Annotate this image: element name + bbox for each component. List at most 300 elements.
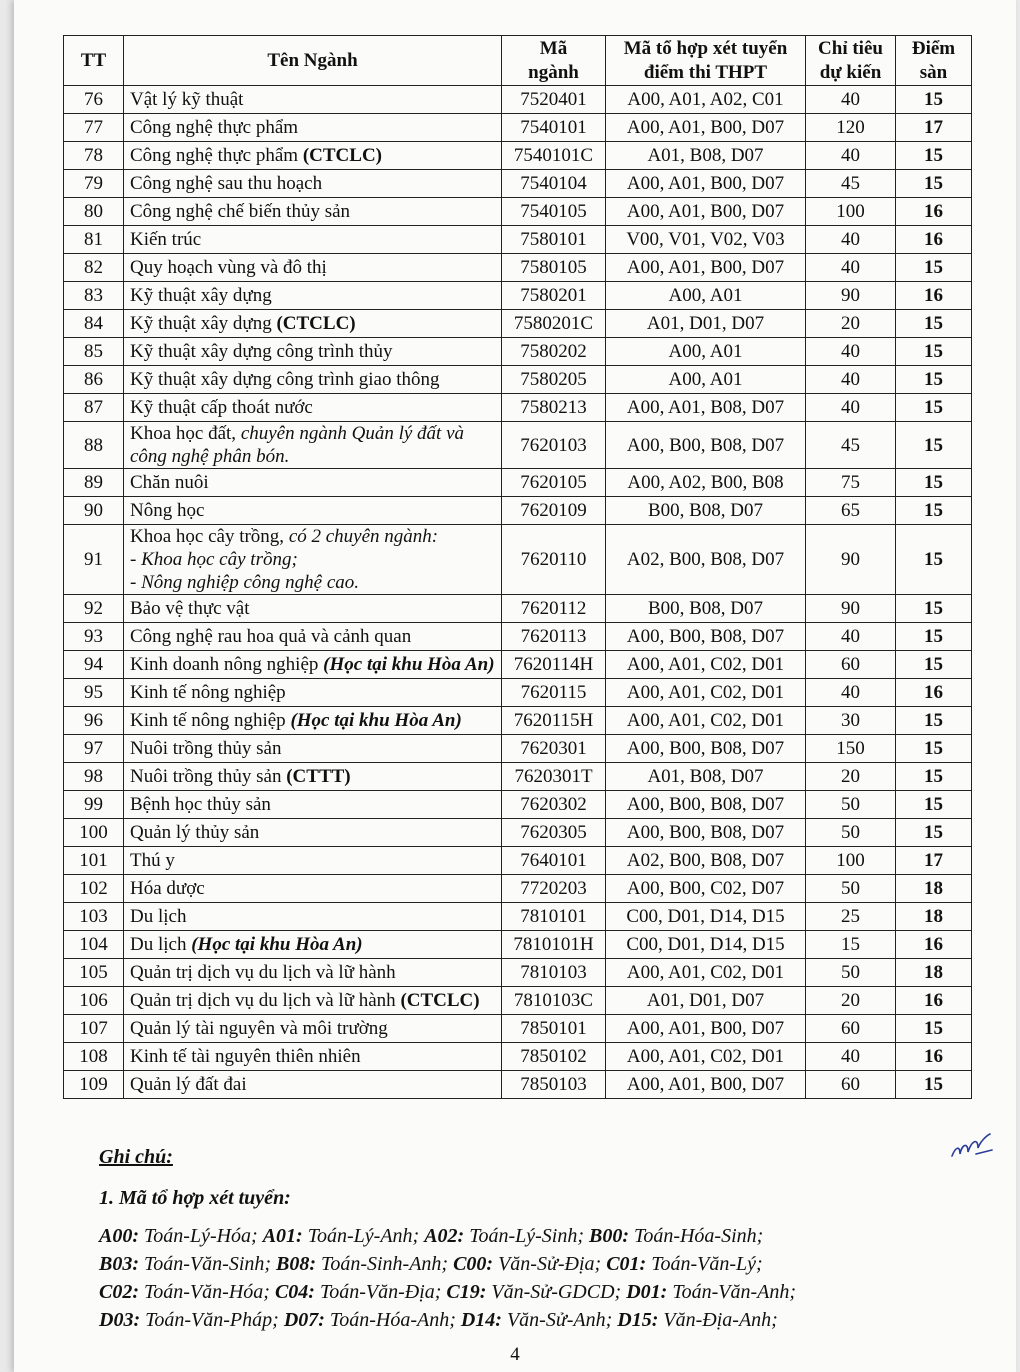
row-name-text: Khoa học cây trồng,: [130, 526, 285, 547]
row-code: 7720203: [502, 875, 606, 903]
row-quota: 60: [806, 1015, 896, 1043]
row-name: [124, 422, 502, 469]
row-combo: A00, A01, C02, D01: [606, 679, 806, 707]
legend-desc: Toán-Lý-Hóa;: [144, 1225, 258, 1247]
table-row: [64, 959, 972, 987]
row-combo: A00, A01, B08, D07: [606, 394, 806, 422]
row-combo: A00, A01, A02, C01: [606, 86, 806, 114]
row-name-text: Bệnh học thủy sản: [130, 794, 271, 815]
row-name: [124, 366, 502, 394]
row-name-text: Thú y: [130, 850, 175, 871]
table-row: [64, 987, 972, 1015]
row-code: 7540101: [502, 114, 606, 142]
legend-desc: Toán-Văn-Pháp;: [145, 1309, 279, 1331]
table-row: [64, 903, 972, 931]
legend-line: [99, 1278, 959, 1306]
legend-code: C04:: [274, 1281, 315, 1303]
row-name-text: Bảo vệ thực vật: [130, 598, 250, 619]
row-name-text: Kiến trúc: [130, 229, 202, 250]
row-code: 7850101: [502, 1015, 606, 1043]
row-name-text: Kinh tế nông nghiệp: [130, 710, 286, 731]
row-name-bi: (Học tại khu Hòa An): [290, 710, 462, 731]
row-tt: 78: [64, 142, 124, 170]
row-quota: 90: [806, 525, 896, 595]
row-name-text: Vật lý kỹ thuật: [130, 89, 244, 110]
row-combo: A00, A02, B00, B08: [606, 469, 806, 497]
row-score: 15: [896, 525, 972, 595]
row-score: 15: [896, 422, 972, 469]
legend-desc: Toán-Văn-Hóa;: [144, 1281, 270, 1303]
row-quota: 50: [806, 791, 896, 819]
legend-code: B03:: [99, 1253, 139, 1275]
legend-code: D15:: [617, 1309, 659, 1331]
row-name: [124, 1015, 502, 1043]
row-quota: 45: [806, 170, 896, 198]
legend-desc: Văn-Sử-Anh;: [506, 1309, 613, 1331]
row-name: [124, 525, 502, 595]
notes-subtitle: 1. Mã tổ hợp xét tuyển:: [99, 1187, 291, 1209]
row-score: 15: [896, 1071, 972, 1099]
row-code: 7850103: [502, 1071, 606, 1099]
row-tt: 81: [64, 226, 124, 254]
row-name: [124, 282, 502, 310]
table-row: [64, 735, 972, 763]
row-name-text: Công nghệ thực phẩm: [130, 117, 299, 138]
row-name-text: Quản trị dịch vụ du lịch và lữ hành: [130, 962, 396, 983]
row-score: 16: [896, 679, 972, 707]
table-row: [64, 847, 972, 875]
row-tt: 82: [64, 254, 124, 282]
row-score: 15: [896, 142, 972, 170]
row-combo: A01, D01, D07: [606, 987, 806, 1015]
legend-code: D07:: [283, 1309, 325, 1331]
row-name: [124, 254, 502, 282]
row-score: 16: [896, 1043, 972, 1071]
row-combo: A00, A01, C02, D01: [606, 651, 806, 679]
legend-desc: Văn-Địa-Anh;: [663, 1309, 778, 1331]
header-combo: Mã tổ hợp xét tuyển điểm thi THPT: [606, 36, 806, 86]
row-name: [124, 595, 502, 623]
row-quota: 50: [806, 959, 896, 987]
row-code: 7540105: [502, 198, 606, 226]
row-combo: C00, D01, D14, D15: [606, 931, 806, 959]
row-score: 15: [896, 707, 972, 735]
row-name-text: Quy hoạch vùng và đô thị: [130, 257, 327, 278]
row-code: 7580201: [502, 282, 606, 310]
row-name: [124, 903, 502, 931]
row-tt: 105: [64, 959, 124, 987]
row-tt: 109: [64, 1071, 124, 1099]
legend-desc: Toán-Văn-Sinh;: [144, 1253, 272, 1275]
legend-code: C02:: [99, 1281, 139, 1303]
row-code: 7580201C: [502, 310, 606, 338]
row-name: [124, 791, 502, 819]
row-tt: 93: [64, 623, 124, 651]
row-quota: 40: [806, 142, 896, 170]
table-row: [64, 1071, 972, 1099]
row-combo: A00, B00, B08, D07: [606, 791, 806, 819]
row-combo: A01, B08, D07: [606, 142, 806, 170]
row-combo: A02, B00, B08, D07: [606, 525, 806, 595]
header-name: Tên Ngành: [124, 36, 502, 86]
row-name: [124, 1071, 502, 1099]
row-name: [124, 931, 502, 959]
row-code: 7810101: [502, 903, 606, 931]
row-combo: A00, A01, B00, D07: [606, 170, 806, 198]
row-combo: A00, A01, B00, D07: [606, 254, 806, 282]
row-score: 15: [896, 254, 972, 282]
row-tt: 84: [64, 310, 124, 338]
row-quota: 100: [806, 847, 896, 875]
row-quota: 120: [806, 114, 896, 142]
row-name: [124, 819, 502, 847]
row-name: [124, 469, 502, 497]
row-name-text: Hóa dược: [130, 878, 205, 899]
row-tt: 106: [64, 987, 124, 1015]
row-quota: 15: [806, 931, 896, 959]
row-name: [124, 735, 502, 763]
row-score: 15: [896, 791, 972, 819]
row-quota: 150: [806, 735, 896, 763]
table-row: [64, 497, 972, 525]
row-score: 18: [896, 959, 972, 987]
row-code: 7620105: [502, 469, 606, 497]
row-code: 7540101C: [502, 142, 606, 170]
row-name-text: Kinh tế nông nghiệp: [130, 682, 286, 703]
row-score: 15: [896, 338, 972, 366]
table-row: [64, 469, 972, 497]
legend-code: A01:: [262, 1225, 303, 1247]
table-row: [64, 791, 972, 819]
row-tt: 79: [64, 170, 124, 198]
row-score: 18: [896, 903, 972, 931]
row-name: [124, 338, 502, 366]
row-combo: A00, A01: [606, 366, 806, 394]
row-quota: 40: [806, 254, 896, 282]
row-code: 7580205: [502, 366, 606, 394]
row-tt: 108: [64, 1043, 124, 1071]
row-tt: 83: [64, 282, 124, 310]
row-name-b: (CTCLC): [276, 313, 356, 334]
row-name-text: Kinh tế tài nguyên thiên nhiên: [130, 1046, 361, 1067]
row-name: [124, 226, 502, 254]
row-name: [124, 707, 502, 735]
row-quota: 40: [806, 86, 896, 114]
row-combo: B00, B08, D07: [606, 497, 806, 525]
admission-table: [63, 35, 972, 1099]
table-row: [64, 651, 972, 679]
row-score: 15: [896, 763, 972, 791]
row-tt: 87: [64, 394, 124, 422]
row-code: 7580105: [502, 254, 606, 282]
row-code: 7810101H: [502, 931, 606, 959]
row-quota: 50: [806, 875, 896, 903]
row-combo: A00, A01, B00, D07: [606, 114, 806, 142]
table-row: [64, 525, 972, 595]
row-name-text: Khoa học đất,: [130, 423, 237, 444]
legend-code: B00:: [589, 1225, 630, 1247]
row-tt: 76: [64, 86, 124, 114]
table-row: [64, 226, 972, 254]
row-tt: 89: [64, 469, 124, 497]
table-row: [64, 254, 972, 282]
row-tt: 104: [64, 931, 124, 959]
row-tt: 103: [64, 903, 124, 931]
row-quota: 30: [806, 707, 896, 735]
row-score: 16: [896, 931, 972, 959]
row-name: [124, 170, 502, 198]
row-combo: A00, A01: [606, 338, 806, 366]
document-page: [14, 0, 1016, 1372]
row-tt: 96: [64, 707, 124, 735]
row-code: 7620103: [502, 422, 606, 469]
row-score: 16: [896, 198, 972, 226]
row-code: 7620109: [502, 497, 606, 525]
row-name-bi: (Học tại khu Hòa An): [323, 654, 495, 675]
row-score: 15: [896, 497, 972, 525]
row-code: 7620113: [502, 623, 606, 651]
row-score: 15: [896, 735, 972, 763]
table-row: [64, 394, 972, 422]
row-name: [124, 1043, 502, 1071]
legend-code: A02:: [424, 1225, 465, 1247]
row-code: 7620110: [502, 525, 606, 595]
table-row: [64, 931, 972, 959]
row-code: 7580202: [502, 338, 606, 366]
row-quota: 40: [806, 338, 896, 366]
row-quota: 60: [806, 1071, 896, 1099]
row-code: 7580101: [502, 226, 606, 254]
row-combo: V00, V01, V02, V03: [606, 226, 806, 254]
row-name-text: Du lịch: [130, 934, 187, 955]
row-name-text: Kỹ thuật xây dựng công trình thủy: [130, 341, 393, 362]
row-tt: 102: [64, 875, 124, 903]
row-tt: 99: [64, 791, 124, 819]
row-score: 15: [896, 469, 972, 497]
table-body: [64, 86, 972, 1099]
row-name: [124, 86, 502, 114]
legend-desc: Toán-Văn-Địa;: [319, 1281, 442, 1303]
row-name-text: Kỹ thuật cấp thoát nước: [130, 397, 313, 418]
legend-code: B08:: [276, 1253, 317, 1275]
row-name-text: Chăn nuôi: [130, 472, 209, 493]
row-quota: 45: [806, 422, 896, 469]
row-tt: 88: [64, 422, 124, 469]
row-quota: 90: [806, 282, 896, 310]
row-tt: 100: [64, 819, 124, 847]
row-name-bi: (Học tại khu Hòa An): [191, 934, 363, 955]
row-name: [124, 987, 502, 1015]
row-name: [124, 497, 502, 525]
row-combo: A00, A01, B00, D07: [606, 1015, 806, 1043]
table-row: [64, 1015, 972, 1043]
row-tt: 85: [64, 338, 124, 366]
row-tt: 90: [64, 497, 124, 525]
legend-line: [99, 1222, 959, 1250]
row-tt: 94: [64, 651, 124, 679]
table-row: [64, 623, 972, 651]
row-code: 7620115: [502, 679, 606, 707]
row-quota: 40: [806, 226, 896, 254]
legend-desc: Toán-Hóa-Anh;: [329, 1309, 456, 1331]
row-name-text: Kỹ thuật xây dựng công trình giao thông: [130, 369, 440, 390]
row-combo: B00, B08, D07: [606, 595, 806, 623]
row-tt: 92: [64, 595, 124, 623]
row-quota: 100: [806, 198, 896, 226]
notes-title: Ghi chú:: [99, 1146, 173, 1168]
row-code: 7640101: [502, 847, 606, 875]
row-score: 15: [896, 310, 972, 338]
table-row: [64, 282, 972, 310]
row-name-b: (CTCLC): [302, 145, 382, 166]
row-tt: 98: [64, 763, 124, 791]
row-tt: 91: [64, 525, 124, 595]
table-row: [64, 366, 972, 394]
row-name-text: Công nghệ chế biến thủy sản: [130, 201, 351, 222]
legend-desc: Toán-Lý-Sinh;: [469, 1225, 585, 1247]
row-name-text: Công nghệ rau hoa quả và cảnh quan: [130, 626, 412, 647]
legend-desc: Toán-Hóa-Sinh;: [634, 1225, 764, 1247]
row-combo: A00, B00, B08, D07: [606, 819, 806, 847]
legend-line: [99, 1306, 959, 1334]
row-name: [124, 847, 502, 875]
table-row: [64, 875, 972, 903]
table-row: [64, 763, 972, 791]
legend-desc: Toán-Văn-Lý;: [651, 1253, 763, 1275]
row-name-l2: - Nông nghiệp công nghệ cao.: [130, 572, 360, 593]
row-code: 7540104: [502, 170, 606, 198]
row-name-text: Du lịch: [130, 906, 187, 927]
table-header-row: [64, 36, 972, 86]
row-quota: 40: [806, 366, 896, 394]
legend-desc: Văn-Sử-Địa;: [498, 1253, 602, 1275]
legend-code: C19:: [446, 1281, 487, 1303]
row-score: 17: [896, 114, 972, 142]
row-combo: A02, B00, B08, D07: [606, 847, 806, 875]
table-row: [64, 142, 972, 170]
row-score: 15: [896, 86, 972, 114]
row-quota: 75: [806, 469, 896, 497]
row-quota: 20: [806, 763, 896, 791]
row-name-text: Quản trị dịch vụ du lịch và lữ hành: [130, 990, 396, 1011]
row-name: [124, 394, 502, 422]
row-score: 15: [896, 651, 972, 679]
row-name-text: Công nghệ sau thu hoạch: [130, 173, 323, 194]
row-name-text: Kinh doanh nông nghiệp: [130, 654, 319, 675]
row-combo: A00, A01, C02, D01: [606, 1043, 806, 1071]
row-score: 16: [896, 282, 972, 310]
row-code: 7620112: [502, 595, 606, 623]
row-score: 15: [896, 366, 972, 394]
row-combo: A00, A01, C02, D01: [606, 707, 806, 735]
row-name-text: Kỹ thuật xây dựng: [130, 285, 272, 306]
row-combo: A00, A01, B00, D07: [606, 198, 806, 226]
row-name: [124, 763, 502, 791]
row-name-i: chuyên ngành Quản lý đất và công nghệ phân bón.: [130, 423, 465, 467]
row-score: 15: [896, 595, 972, 623]
row-combo: A01, D01, D07: [606, 310, 806, 338]
row-name-text: Công nghệ thực phẩm: [130, 145, 299, 166]
row-combo: A00, B00, C02, D07: [606, 875, 806, 903]
row-name-b: (CTTT): [286, 766, 351, 787]
row-name-text: Quản lý tài nguyên và môi trường: [130, 1018, 388, 1039]
row-code: 7810103: [502, 959, 606, 987]
row-score: 15: [896, 170, 972, 198]
table-row: [64, 595, 972, 623]
legend-code: C01:: [606, 1253, 647, 1275]
row-name-text: Kỹ thuật xây dựng: [130, 313, 272, 334]
row-combo: C00, D01, D14, D15: [606, 903, 806, 931]
notes-section: [99, 1146, 959, 1334]
row-quota: 50: [806, 819, 896, 847]
legend-desc: Toán-Văn-Anh;: [672, 1281, 797, 1303]
row-combo: A00, A01: [606, 282, 806, 310]
legend-desc: Văn-Sử-GDCD;: [491, 1281, 622, 1303]
row-quota: 40: [806, 1043, 896, 1071]
row-quota: 25: [806, 903, 896, 931]
row-combo: A00, A01, C02, D01: [606, 959, 806, 987]
row-quota: 65: [806, 497, 896, 525]
row-name-text: Quản lý thủy sản: [130, 822, 260, 843]
row-name: [124, 959, 502, 987]
row-quota: 40: [806, 623, 896, 651]
row-name-text: Nuôi trồng thủy sản: [130, 738, 282, 759]
row-combo: A00, A01, B00, D07: [606, 1071, 806, 1099]
row-tt: 107: [64, 1015, 124, 1043]
header-tt: TT: [64, 36, 124, 86]
row-combo: A00, B00, B08, D07: [606, 735, 806, 763]
row-tt: 80: [64, 198, 124, 226]
table-row: [64, 679, 972, 707]
row-score: 18: [896, 875, 972, 903]
row-name-text: Nông học: [130, 500, 205, 521]
table-row: [64, 198, 972, 226]
row-name: [124, 142, 502, 170]
row-score: 15: [896, 819, 972, 847]
table-row: [64, 819, 972, 847]
header-score: Điểm sàn: [896, 36, 972, 86]
table-row: [64, 86, 972, 114]
row-code: 7620305: [502, 819, 606, 847]
legend-code: D14:: [460, 1309, 502, 1331]
row-name-l1: - Khoa học cây trồng;: [130, 549, 298, 570]
row-code: 7620301T: [502, 763, 606, 791]
table-row: [64, 170, 972, 198]
row-score: 15: [896, 1015, 972, 1043]
row-tt: 77: [64, 114, 124, 142]
table-row: [64, 422, 972, 469]
table-row: [64, 114, 972, 142]
legend-code: D03:: [99, 1309, 141, 1331]
row-name-text: Quản lý đất đai: [130, 1074, 247, 1095]
row-score: 16: [896, 226, 972, 254]
row-score: 16: [896, 987, 972, 1015]
legend-code: A00:: [99, 1225, 139, 1247]
header-quota: Chỉ tiêu dự kiến: [806, 36, 896, 86]
table-row: [64, 338, 972, 366]
row-score: 15: [896, 394, 972, 422]
row-code: 7620302: [502, 791, 606, 819]
row-name: [124, 623, 502, 651]
header-code: Mã ngành: [502, 36, 606, 86]
row-quota: 40: [806, 394, 896, 422]
row-name: [124, 679, 502, 707]
row-combo: A01, B08, D07: [606, 763, 806, 791]
row-tt: 101: [64, 847, 124, 875]
row-quota: 20: [806, 310, 896, 338]
row-code: 7620115H: [502, 707, 606, 735]
row-name-text: Nuôi trồng thủy sản: [130, 766, 282, 787]
